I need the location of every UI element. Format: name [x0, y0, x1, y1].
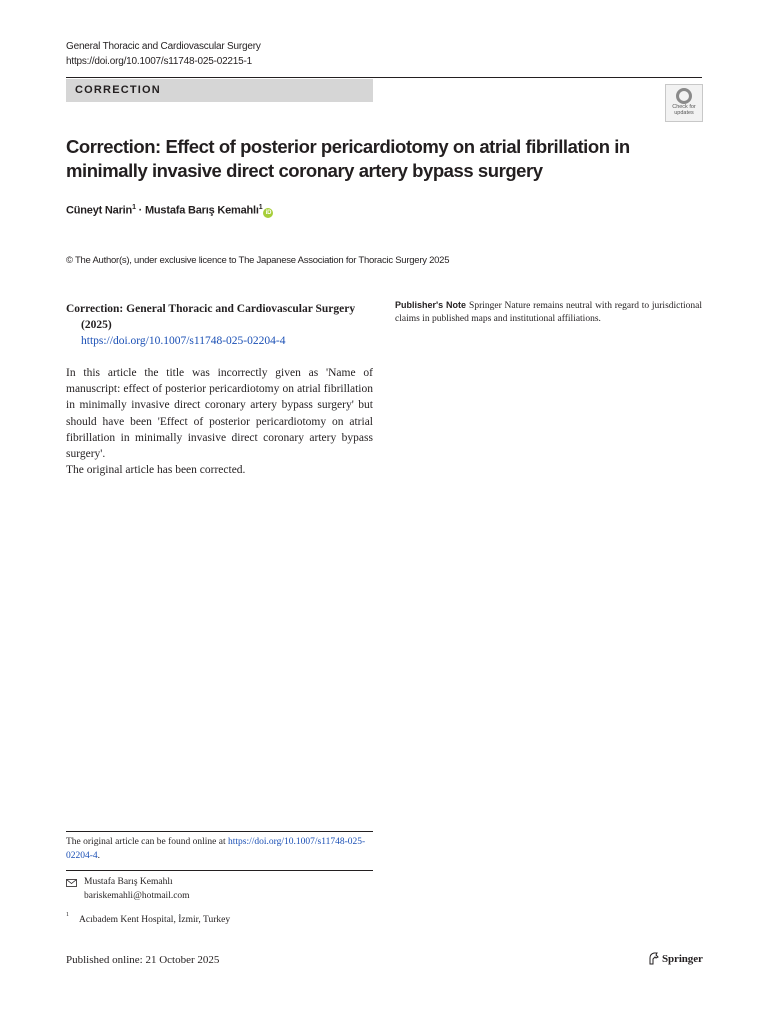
publisher-logo — [648, 952, 703, 965]
correction-reference — [66, 301, 376, 349]
corresponding-email[interactable]: bariskemahli@hotmail.com — [84, 890, 190, 901]
article-title: Correction: Effect of posterior pericardiotomy on atrial fibrillation in minimally invasive direct coronary artery bypass surgery — [66, 136, 630, 181]
article-doi[interactable]: https://doi.org/10.1007/s11748-025-02215-1 — [66, 56, 253, 67]
affiliation-text: Acıbadem Kent Hospital, İzmir, Turkey — [79, 915, 231, 926]
reference-link[interactable]: https://doi.org/10.1007/s11748-025-02204-4 — [81, 335, 286, 347]
badge-line-1: Check for — [672, 104, 696, 110]
author-list — [66, 204, 273, 218]
body-text — [66, 365, 373, 478]
corresponding-name: Mustafa Barış Kemahlı — [84, 877, 173, 887]
author-affiliation-marker: 1 — [258, 204, 263, 211]
author-name[interactable]: Mustafa Barış Kemahlı — [144, 204, 259, 217]
section-label: CORRECTION — [66, 79, 373, 102]
copyright-line: © The Author(s), under exclusive licence to The Japanese Association for Thoracic Surgery 2025 — [66, 255, 450, 266]
publishers-note — [395, 299, 702, 326]
author-name[interactable]: Cüneyt Narin — [66, 204, 133, 217]
journal-name: General Thoracic and Cardiovascular Surgery — [66, 41, 261, 52]
publisher-name: Springer — [662, 953, 703, 965]
footnote-divider — [66, 831, 373, 832]
author-affiliation-marker: 1 — [132, 204, 136, 211]
original-article-link[interactable]: https://doi.org/10.1007/s11748-025-02204-4 — [66, 837, 366, 861]
author-separator: · — [135, 204, 145, 217]
affiliation-number: 1 — [66, 912, 69, 918]
body-paragraph: The original article has been corrected. — [66, 464, 246, 477]
check-for-updates-badge[interactable] — [665, 84, 703, 122]
published-date: Published online: 21 October 2025 — [66, 954, 220, 966]
badge-line-2: updates — [674, 110, 694, 116]
corresponding-author — [66, 876, 190, 903]
orcid-icon[interactable]: iD — [263, 208, 273, 218]
original-note-prefix: The original article can be found online at — [66, 837, 228, 847]
springer-horse-icon — [648, 952, 659, 965]
bookmark-icon — [676, 88, 692, 104]
body-paragraph: In this article the title was incorrectly given as 'Name of manuscript: effect of posterior pericardiotomy on atrial fibrillation in minimally invasive direct coronary artery bypass surgery' but should have been 'Effect of posterior pericardiotomy on atrial fibrillation in minimally invasive direct coronary artery bypass surgery'. — [66, 367, 373, 461]
affiliation — [66, 914, 230, 925]
publishers-note-label: Publisher's Note — [395, 300, 467, 310]
original-article-note — [66, 836, 373, 863]
reference-title: Correction: General Thoracic and Cardiovascular Surgery (2025) — [66, 303, 356, 331]
original-note-suffix: . — [97, 850, 101, 861]
envelope-icon — [66, 879, 77, 887]
footnote-divider — [66, 870, 373, 871]
header-divider — [66, 77, 702, 78]
publishers-note-text: Springer Nature remains neutral with regard to jurisdictional claims in published maps and institutional affiliations. — [395, 301, 703, 324]
